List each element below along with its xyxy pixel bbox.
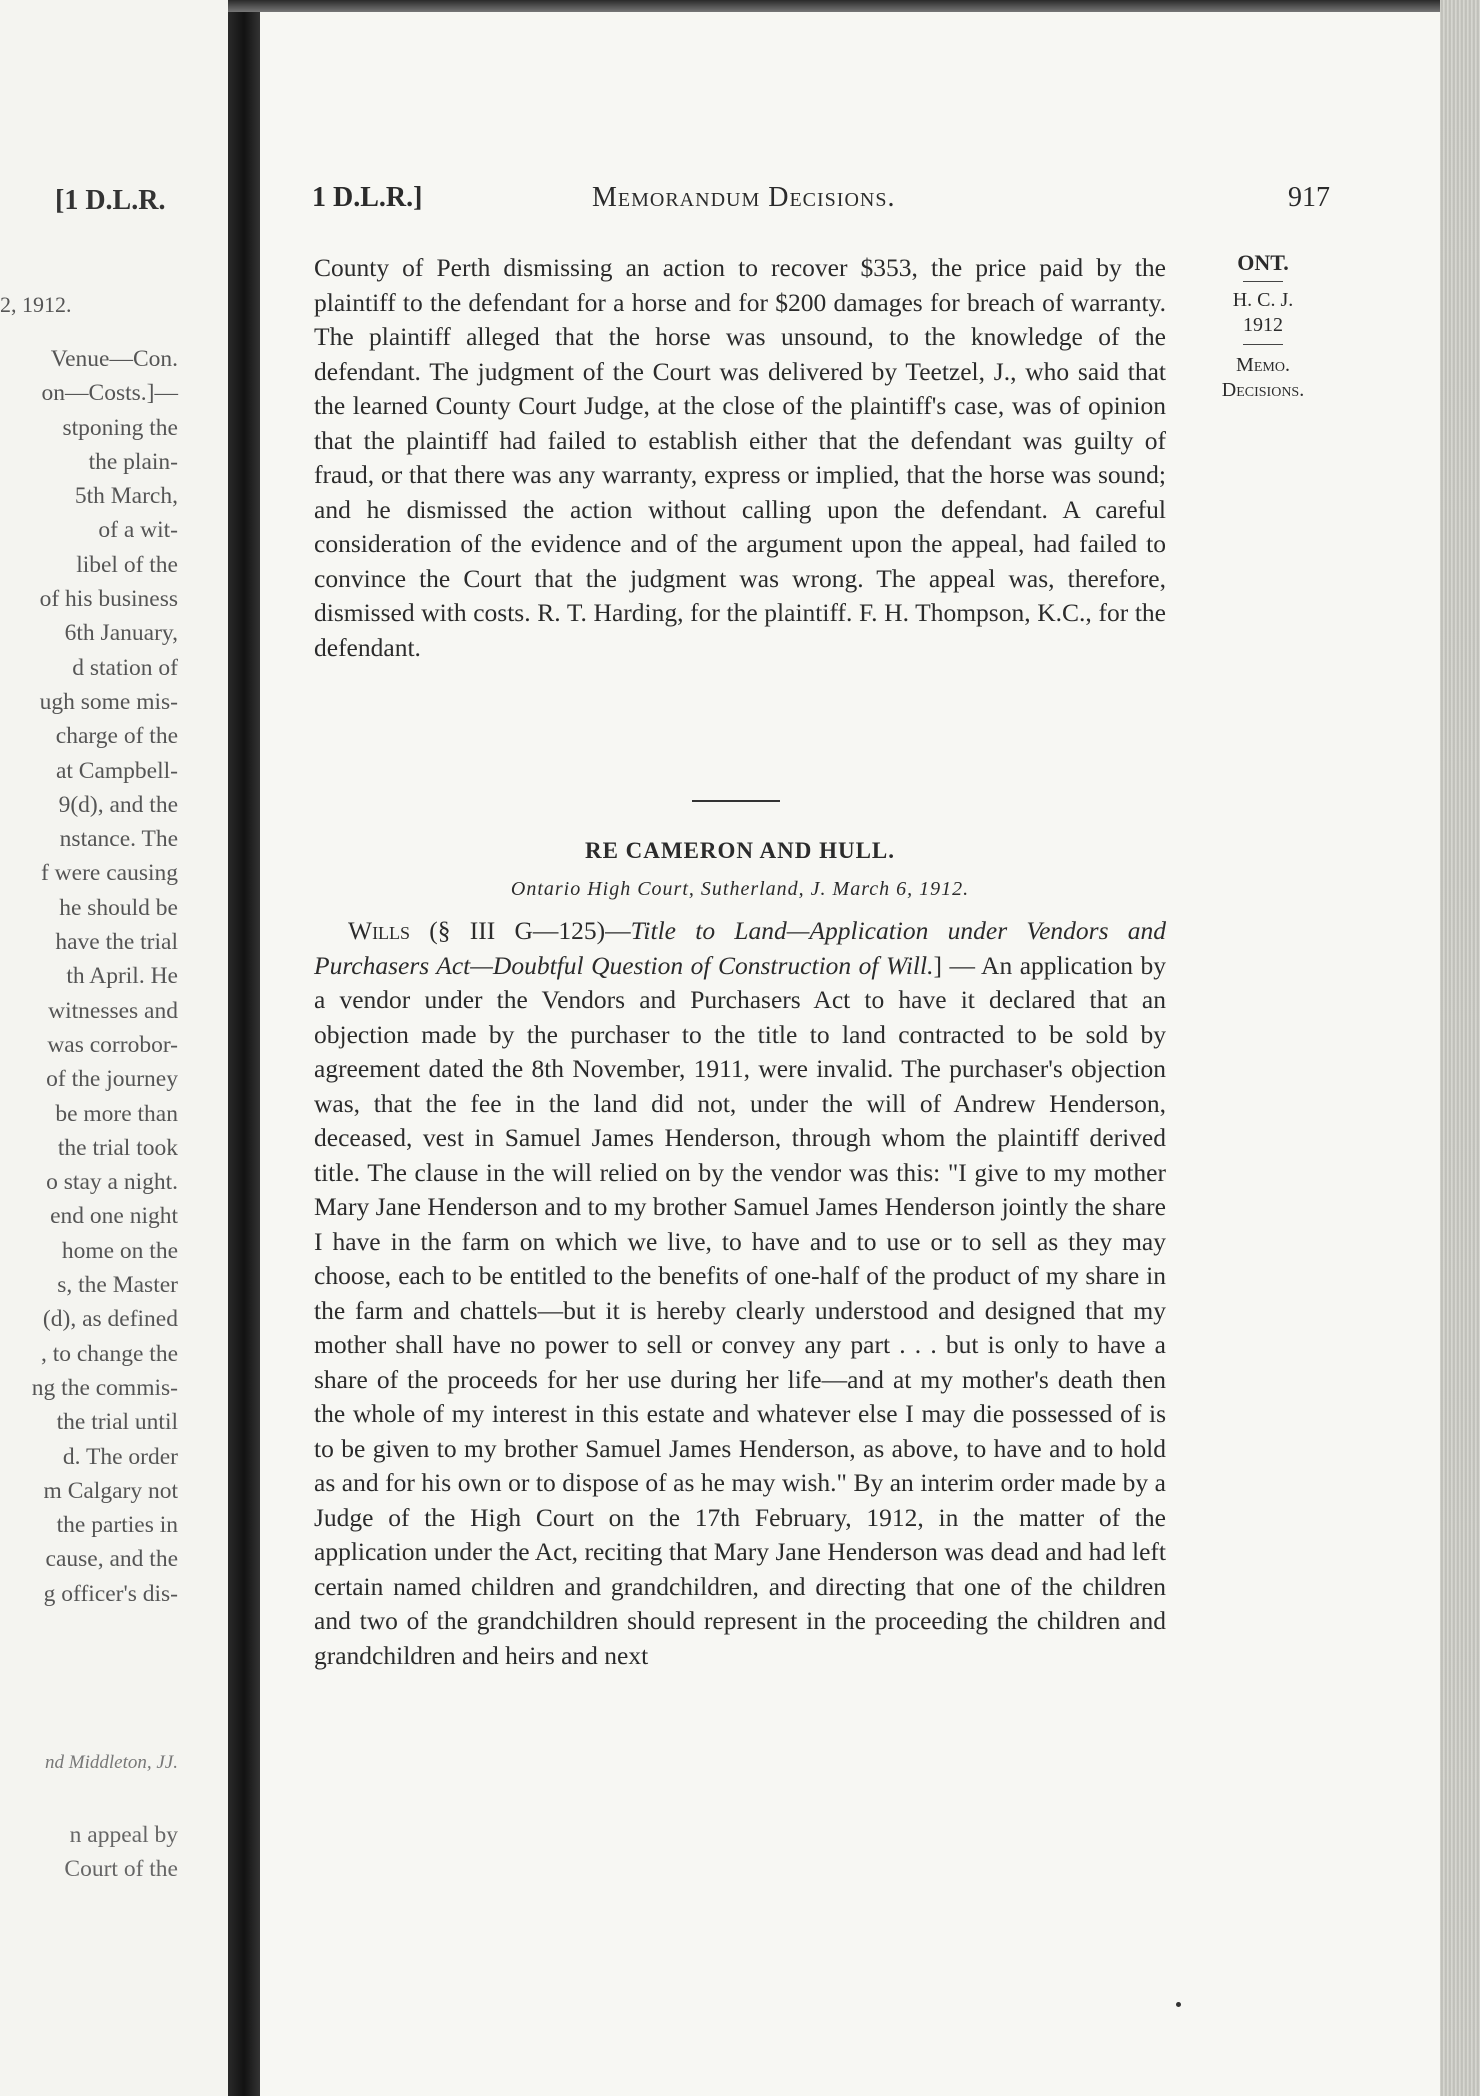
left-text-line: ugh some mis- bbox=[39, 688, 178, 715]
paragraph-1: County of Perth dismissing an action to recover $353, the price paid by the plaintiff to the defendant for a horse and for $200 damages for breach of warranty. The plaintiff alleged that the horse was unsound, to the knowledge of the defendant. The judgment of the Court was delivered by Teetzel, J., who said that the learned County Court Judge, at the close of the plaintiff's case, was of opinion that the plaintiff had failed to establish either that the defendant was guilty of fraud, or that there was any warranty, express or implied, that the horse was sound; and he dismissed the action without calling upon the defendant. A careful consideration of the evidence and of the argument upon the appeal, had failed to convince the Court that the judgment was wrong. The appeal was, therefore, dismissed with costs. R. T. Harding, for the plaintiff. F. H. Thompson, K.C., for the defendant. bbox=[314, 253, 1166, 662]
left-text-line: m Calgary not bbox=[43, 1477, 178, 1504]
headnote-title: Title to Land—Application under Vendors and Purchasers Act—Doubtful Question of Construction of Will. bbox=[314, 916, 1166, 980]
left-text-line: f were causing bbox=[40, 860, 178, 887]
left-text-line: stponing the bbox=[62, 414, 178, 441]
left-text-line: d station of bbox=[72, 654, 178, 681]
left-date-fragment: 2, 1912. bbox=[0, 292, 72, 317]
headnote-category: Wills bbox=[348, 916, 411, 945]
left-text-line: o stay a night. bbox=[46, 1169, 178, 1196]
left-text-line: , to change the bbox=[40, 1340, 178, 1367]
left-text-line: charge of the bbox=[55, 723, 178, 750]
page-edges bbox=[1440, 0, 1480, 2096]
margin-note bbox=[1196, 250, 1330, 403]
left-text-line: the trial took bbox=[57, 1134, 178, 1161]
left-text-line: he should be bbox=[59, 894, 178, 921]
case-title: RE CAMERON AND HULL. bbox=[584, 838, 896, 863]
left-running-head: [1 D.L.R. bbox=[55, 185, 166, 216]
left-judges-line: nd Middleton, JJ. bbox=[45, 1752, 178, 1773]
book-gutter bbox=[228, 0, 260, 2096]
running-head-title: Memorandum Decisions. bbox=[592, 182, 896, 213]
left-text-line: the plain- bbox=[88, 448, 178, 475]
left-text-line: (d), as defined bbox=[42, 1306, 178, 1333]
left-text-line: the trial until bbox=[56, 1409, 178, 1436]
page-number: 917 bbox=[1288, 182, 1330, 213]
print-speck bbox=[1176, 2002, 1181, 2007]
left-text-line: witnesses and bbox=[48, 997, 178, 1024]
left-text-line: Venue—Con. bbox=[50, 346, 178, 372]
paragraph-2-body: ] — An application by a vendor under the Vendors and Purchasers Act to have it declared that an objection made by the purchaser to the title to land contracted to be sold by agreement dated the 8th November, 1911, were invalid. The purchaser's objection was, that the fee in the land did not, under the will of Andrew Henderson, deceased, vest in Samuel James Henderson, through whom the plaintiff derived title. The clause in the will relied on by the vendor was this: "I give to my mother Mary Jane Henderson and to my brother Samuel James Henderson jointly the share I have in the farm on which we live, to have and to use or to sell as they may choose, each to be entitled to the benefits of one-half of the product of my share in the farm and chattels—but it is hereby clearly understood and designed that my mother shall have no power to sell or convey any part . . . but is only to have a share of the proceeds for her use during her life—and at my mother's death then the whole of my interest in this estate and whatever else I may die possessed of is to be given to my brother Samuel James Henderson, as above, to have and to hold as and for his own or to dispose of as he may wish." By an interim order made by a Judge of the High Court on the 17th February, 1912, in the matter of the application under the Act, reciting that Mary Jane Henderson was dead and had left certain named children and grandchildren, and directing that one of the children and two of the grandchildren should represent in the proceeding the children and grandchildren and heirs and next bbox=[314, 950, 1166, 1670]
left-text-line: d. The order bbox=[62, 1443, 178, 1470]
margin-court: H. C. J. bbox=[1232, 289, 1294, 311]
running-head-volume: 1 D.L.R.] bbox=[312, 182, 423, 213]
left-page bbox=[0, 0, 230, 2096]
headnote-section: (§ III G—125)— bbox=[410, 916, 631, 945]
left-text-line: was corrobor- bbox=[47, 1031, 178, 1058]
left-bottom-line: Court of the bbox=[64, 1856, 178, 1882]
margin-memo: Memo. bbox=[1236, 354, 1290, 376]
left-text-line: cause, and the bbox=[45, 1546, 178, 1573]
left-text-line: home on the bbox=[61, 1237, 178, 1264]
left-text-line: nstance. The bbox=[59, 826, 178, 853]
left-text-line: of the journey bbox=[46, 1066, 178, 1093]
left-text-line: end one night bbox=[50, 1203, 178, 1230]
left-text-line: th April. He bbox=[66, 963, 178, 990]
left-text-line: be more than bbox=[55, 1100, 178, 1127]
left-text-line: of his business bbox=[39, 586, 178, 613]
margin-decisions: Decisions. bbox=[1221, 379, 1305, 401]
left-text-line: of a wit- bbox=[98, 517, 178, 544]
left-bottom-line: n appeal by bbox=[69, 1822, 178, 1848]
left-text-line: at Campbell- bbox=[55, 757, 178, 784]
left-text-line: 5th March, bbox=[74, 483, 178, 510]
left-text-line: ng the commis- bbox=[31, 1374, 178, 1401]
left-text-line: g officer's dis- bbox=[43, 1580, 178, 1607]
margin-rule bbox=[1243, 281, 1283, 282]
left-text-column bbox=[0, 342, 178, 1611]
left-bottom-text bbox=[0, 1818, 178, 1886]
margin-rule-2 bbox=[1243, 344, 1283, 345]
running-head bbox=[312, 182, 1330, 218]
court-line: Ontario High Court, Sutherland, J. March 6, 1912. bbox=[510, 878, 970, 900]
margin-province: ONT. bbox=[1237, 250, 1289, 275]
page-top-edge bbox=[228, 0, 1480, 12]
section-divider bbox=[692, 800, 780, 802]
left-text-line: libel of the bbox=[76, 551, 178, 578]
left-text-line: 6th January, bbox=[64, 620, 178, 647]
left-text-line: 9(d), and the bbox=[58, 791, 178, 818]
left-text-line: s, the Master bbox=[57, 1272, 178, 1299]
margin-year: 1912 bbox=[1243, 314, 1283, 336]
left-text-line: the parties in bbox=[56, 1512, 178, 1539]
left-text-line: on—Costs.]— bbox=[41, 380, 178, 407]
paragraph-2 bbox=[314, 914, 1166, 1673]
left-text-line: have the trial bbox=[55, 929, 178, 956]
